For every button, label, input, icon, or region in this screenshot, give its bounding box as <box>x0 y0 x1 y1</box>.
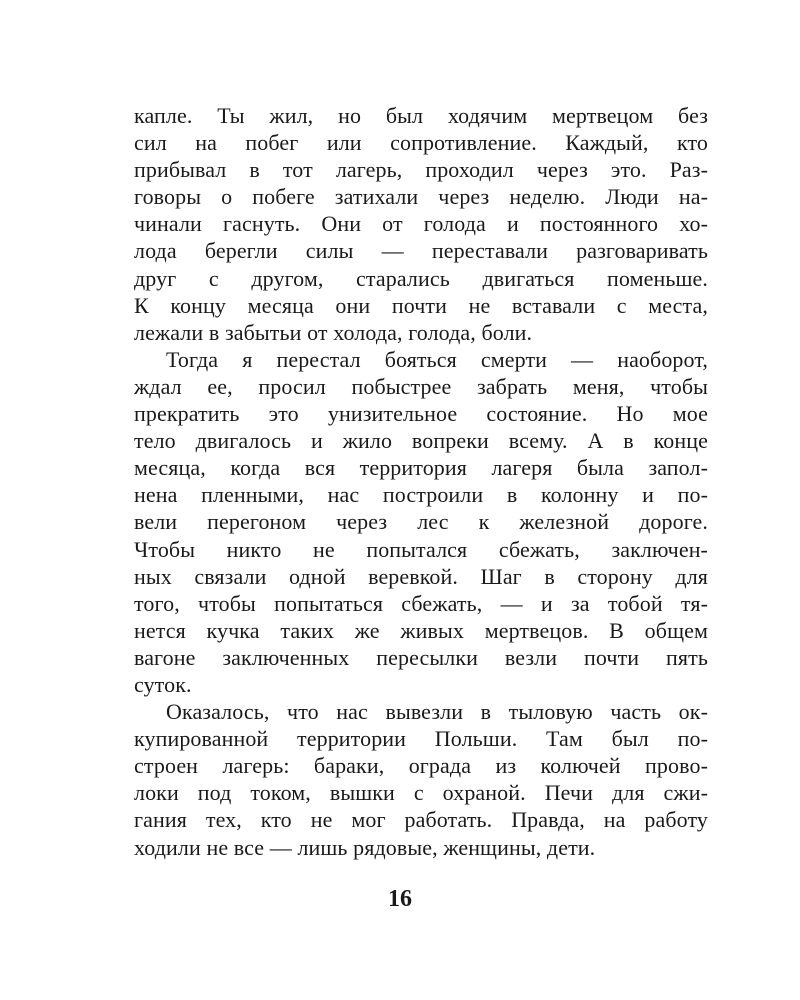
text-line: Чтобы никто не попытался сбежать, заключен- <box>134 536 708 562</box>
text-line: К концу месяца они почти не вставали с места, <box>134 292 708 318</box>
text-line: ходили не все — лишь рядовые, женщины, дети. <box>134 834 596 860</box>
text-line: ных связали одной веревкой. Шаг в сторону для <box>134 563 708 589</box>
text-line: друг с другом, старались двигаться поменьше. <box>134 265 708 291</box>
text-line: чинали гаснуть. Они от голода и постоянного хо- <box>134 211 708 237</box>
text-line: вагоне заключенных пересылки везли почти пять <box>134 644 708 670</box>
text-line: сил на побег или сопротивление. Каждый, кто <box>134 130 708 156</box>
text-line: капле. Ты жил, но был ходячим мертвецом без <box>134 103 708 128</box>
body-text <box>134 102 708 861</box>
text-line: Тогда я перестал бояться смерти — наоборот, <box>166 346 708 372</box>
text-line: говоры о побеге затихали через неделю. Люди на- <box>134 184 708 210</box>
text-line: строен лагерь: бараки, ограда из колючей прово- <box>134 753 708 779</box>
text-line: ждал ее, просил побыстрее забрать меня, чтобы <box>134 373 708 399</box>
page-number: 16 <box>388 886 412 912</box>
text-line: месяца, когда вся территория лагеря была запол- <box>134 455 708 481</box>
text-line: лода берегли силы — переставали разговаривать <box>134 238 708 264</box>
text-line: лежали в забытьи от холода, голода, боли. <box>134 319 533 345</box>
text-line: того, чтобы попытаться сбежать, — и за тобой тя- <box>134 590 708 616</box>
text-line: нется кучка таких же живых мертвецов. В общем <box>134 617 708 643</box>
text-line: вели перегоном через лес к железной дороге. <box>134 509 708 535</box>
text-line: суток. <box>134 671 192 697</box>
text-line: прекратить это унизительное состояние. Но мое <box>134 401 708 427</box>
text-line: локи под током, вышки с охраной. Печи для сжи- <box>134 780 708 806</box>
text-line: тело двигалось и жило вопреки всему. А в конце <box>134 428 708 454</box>
text-line: нена пленными, нас построили в колонну и по- <box>134 482 708 508</box>
text-line: гания тех, кто не мог работать. Правда, на работу <box>134 807 708 833</box>
text-line: прибывал в тот лагерь, проходил через это. Раз- <box>134 157 708 183</box>
text-line: купированной территории Польши. Там был по- <box>134 726 708 752</box>
text-line: Оказалось, что нас вывезли в тыловую часть ок- <box>166 699 708 725</box>
